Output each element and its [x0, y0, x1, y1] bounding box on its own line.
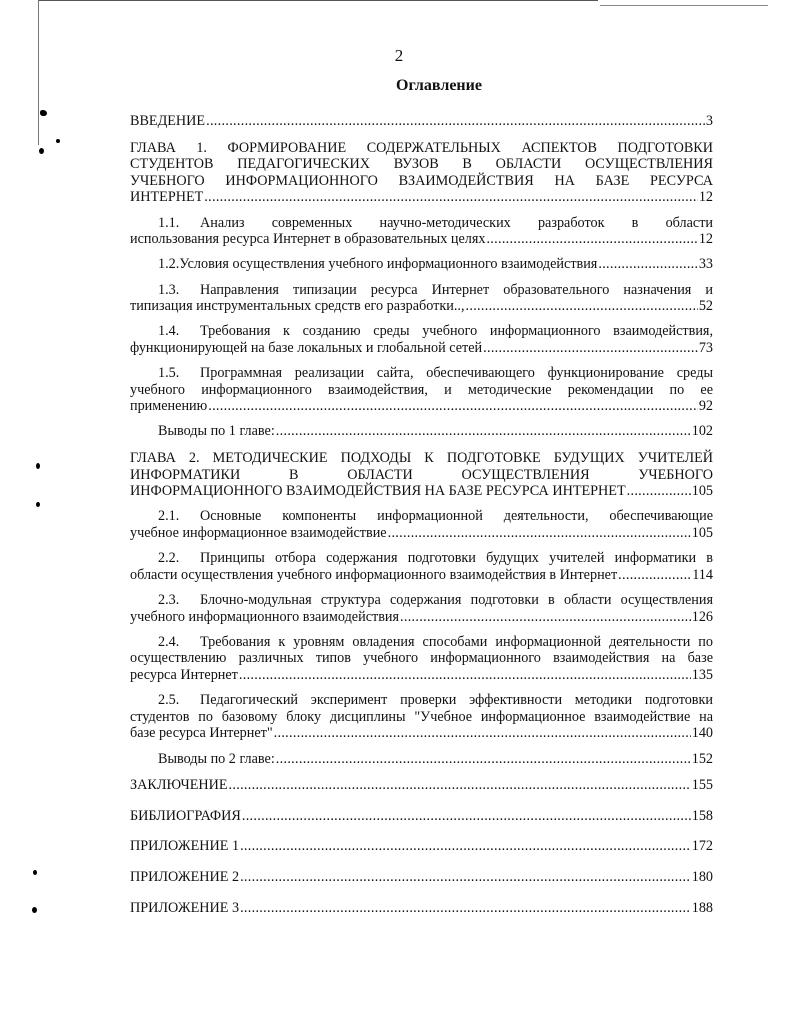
- toc-page: 172: [691, 838, 713, 855]
- toc-label: типизация инструментальных средств его разработки..,: [130, 298, 465, 315]
- toc-label: ресурса Интернет: [130, 666, 238, 683]
- toc-entry-chapter-2[interactable]: [130, 450, 713, 500]
- toc-page: 12: [698, 231, 713, 248]
- leader-dots: [204, 189, 698, 206]
- toc-label: ЗАКЛЮЧЕНИЕ: [130, 777, 228, 794]
- toc-label: Условия осуществления учебного информационного взаимодействия: [179, 256, 598, 273]
- toc-page: 33: [698, 256, 713, 273]
- toc-entry-section-2-1[interactable]: [130, 508, 713, 541]
- toc-entry-conclusions-chapter-1[interactable]: [130, 423, 713, 440]
- section-number: 2.3.: [158, 592, 180, 608]
- toc-text-line: Принципы отбора содержания подготовки будущих учителей информатики в: [200, 550, 713, 567]
- leader-dots: [274, 725, 691, 742]
- toc-text-line: Педагогический эксперимент проверки эффективности методики подготовки: [200, 692, 713, 709]
- toc-page: 152: [691, 750, 713, 767]
- toc-page: 12: [698, 189, 713, 206]
- toc-entry-section-1-4[interactable]: [130, 323, 713, 356]
- leader-dots: [276, 751, 691, 768]
- toc-text-line: Программная реализации сайта, обеспечивающего функционирование среды: [200, 365, 713, 382]
- toc-page: 73: [698, 339, 713, 356]
- toc-entry-section-2-3[interactable]: [130, 592, 713, 625]
- toc-page: 102: [691, 423, 713, 440]
- toc-label: функционирующей на базе локальных и глобальной сетей: [130, 339, 483, 356]
- leader-dots: [240, 838, 691, 855]
- toc-page: 52: [698, 298, 713, 315]
- leader-dots: [242, 808, 691, 825]
- toc-entry-section-2-4[interactable]: [130, 634, 713, 684]
- leader-dots: [229, 777, 691, 794]
- toc-page: 140: [691, 725, 713, 742]
- toc-label: учебного информационного взаимодействия: [130, 608, 400, 625]
- toc-label: области осуществления учебного информационного взаимодействия в Интернет: [130, 566, 618, 583]
- toc-text-line: учебного информационного взаимодействия, и методические рекомендации по ее: [130, 381, 713, 398]
- section-number: 1.5.: [158, 365, 180, 382]
- toc-entry-section-2-5[interactable]: [130, 692, 713, 742]
- section-number: 2.2.: [158, 550, 180, 567]
- toc-page: 105: [691, 483, 713, 500]
- toc-text-line: ИНФОРМАТИКИ В ОБЛАСТИ ОСУЩЕСТВЛЕНИЯ УЧЕБНОГО: [130, 466, 713, 483]
- leader-dots: [206, 113, 705, 130]
- toc-page: 3: [705, 113, 713, 129]
- toc-label: Выводы по 2 главе:: [158, 750, 275, 767]
- page-number: 2: [394, 46, 404, 65]
- section-number: 2.4.: [158, 633, 180, 650]
- toc-label: использования ресурса Интернет в образовательных целях: [130, 231, 486, 248]
- toc-text-line: Блочно-модульная структура содержания подготовки в области осуществления: [200, 592, 713, 608]
- toc-entry-section-1-5[interactable]: [130, 365, 713, 415]
- toc-text-line: Требования к уровням овладения способами информационной деятельности по: [200, 633, 713, 650]
- section-number: 1.3.: [158, 281, 180, 298]
- toc-text-line: СТУДЕНТОВ ПЕДАГОГИЧЕСКИХ ВУЗОВ В ОБЛАСТИ ОСУЩЕСТВЛЕНИЯ: [130, 156, 713, 173]
- toc-label: ИНФОРМАЦИОННОГО ВЗАИМОДЕЙСТВИЯ НА БАЗЕ РЕСУРСА ИНТЕРНЕТ: [130, 483, 626, 500]
- toc-entry-section-1-2[interactable]: [130, 256, 713, 273]
- toc-entry-appendix-3[interactable]: [130, 900, 713, 917]
- toc-entry-chapter-1[interactable]: [130, 140, 713, 206]
- scan-edge-top-right: [600, 5, 768, 6]
- section-number: 1.4.: [158, 323, 180, 340]
- toc-page: 135: [691, 666, 713, 683]
- toc-page: 105: [691, 525, 713, 542]
- toc-page: 155: [691, 777, 713, 794]
- leader-dots: [239, 667, 691, 684]
- toc-label: ИНТЕРНЕТ: [130, 189, 204, 206]
- leader-dots: [276, 423, 691, 440]
- leader-dots: [466, 298, 698, 315]
- toc-page: 180: [691, 868, 713, 885]
- toc-entry-appendix-1[interactable]: [130, 838, 713, 855]
- toc-entry-conclusions-chapter-2[interactable]: [130, 751, 713, 768]
- toc-text-line: Анализ современных научно-методических разработок в области: [200, 214, 713, 231]
- scan-edge-top: [38, 0, 598, 1]
- leader-dots: [486, 231, 697, 248]
- toc-label: ВВЕДЕНИЕ: [130, 113, 206, 129]
- table-of-contents: [130, 113, 713, 926]
- section-number: 2.5.: [158, 692, 180, 709]
- binding-hole-mark: [39, 148, 44, 154]
- leader-dots: [208, 398, 698, 415]
- toc-entry-appendix-2[interactable]: [130, 869, 713, 886]
- section-number: 1.2.: [158, 256, 180, 273]
- toc-label: учебное информационное взаимодействие: [130, 525, 387, 542]
- toc-text-line: Основные компоненты информационной деятельности, обеспечивающие: [200, 508, 713, 525]
- toc-page: 92: [698, 398, 713, 415]
- toc-entry-introduction[interactable]: [130, 113, 713, 130]
- section-number: 2.1.: [158, 508, 180, 525]
- binding-hole-mark: [33, 870, 37, 875]
- toc-label: применению: [130, 398, 208, 415]
- leader-dots: [388, 525, 691, 542]
- toc-label: Выводы по 1 главе:: [158, 423, 275, 440]
- toc-entry-conclusion[interactable]: [130, 777, 713, 794]
- toc-label: ПРИЛОЖЕНИЕ 3: [130, 899, 240, 916]
- toc-text-line: студентов по базовому блоку дисциплины "Учебное информационное взаимодействие на: [130, 708, 713, 725]
- binding-hole-mark: [32, 907, 37, 913]
- toc-entry-section-1-3[interactable]: [130, 282, 713, 315]
- toc-text-line: ГЛАВА 1. ФОРМИРОВАНИЕ СОДЕРЖАТЕЛЬНЫХ АСПЕКТОВ ПОДГОТОВКИ: [130, 139, 713, 156]
- toc-label: базе ресурса Интернет": [130, 725, 273, 742]
- leader-dots: [618, 567, 691, 584]
- toc-label: ПРИЛОЖЕНИЕ 1: [130, 838, 240, 855]
- scan-edge-left: [38, 0, 39, 145]
- binding-hole-mark: [36, 463, 40, 469]
- leader-dots: [598, 256, 697, 273]
- binding-hole-mark: [36, 502, 40, 507]
- toc-page: 158: [691, 807, 713, 824]
- leader-dots: [240, 900, 691, 917]
- leader-dots: [483, 340, 698, 357]
- toc-entry-section-2-2[interactable]: [130, 550, 713, 583]
- toc-entry-bibliography[interactable]: [130, 808, 713, 825]
- toc-page: 188: [691, 899, 713, 916]
- toc-page: 126: [691, 608, 713, 625]
- leader-dots: [627, 483, 691, 500]
- binding-hole-mark: [40, 110, 47, 116]
- section-number: 1.1.: [158, 214, 180, 231]
- toc-text-line: осуществлению различных типов учебного информационного взаимодействия на базе: [130, 650, 713, 667]
- binding-hole-mark: [56, 139, 60, 143]
- leader-dots: [240, 869, 691, 886]
- toc-page: 114: [692, 566, 713, 583]
- toc-text-line: Направления типизации ресурса Интернет образовательного назначения и: [200, 281, 713, 298]
- leader-dots: [400, 609, 691, 626]
- toc-label: ПРИЛОЖЕНИЕ 2: [130, 868, 240, 885]
- toc-entry-section-1-1[interactable]: [130, 215, 713, 248]
- toc-label: БИБЛИОГРАФИЯ: [130, 807, 241, 824]
- toc-text-line: УЧЕБНОГО ИНФОРМАЦИОННОГО ВЗАИМОДЕЙСТВИЯ НА БАЗЕ РЕСУРСА: [130, 172, 713, 189]
- toc-text-line: Требования к созданию среды учебного информационного взаимодействия,: [200, 323, 713, 340]
- toc-text-line: ГЛАВА 2. МЕТОДИЧЕСКИЕ ПОДХОДЫ К ПОДГОТОВКЕ БУДУЩИХ УЧИТЕЛЕЙ: [130, 450, 713, 467]
- page-title: Оглавление: [396, 77, 482, 94]
